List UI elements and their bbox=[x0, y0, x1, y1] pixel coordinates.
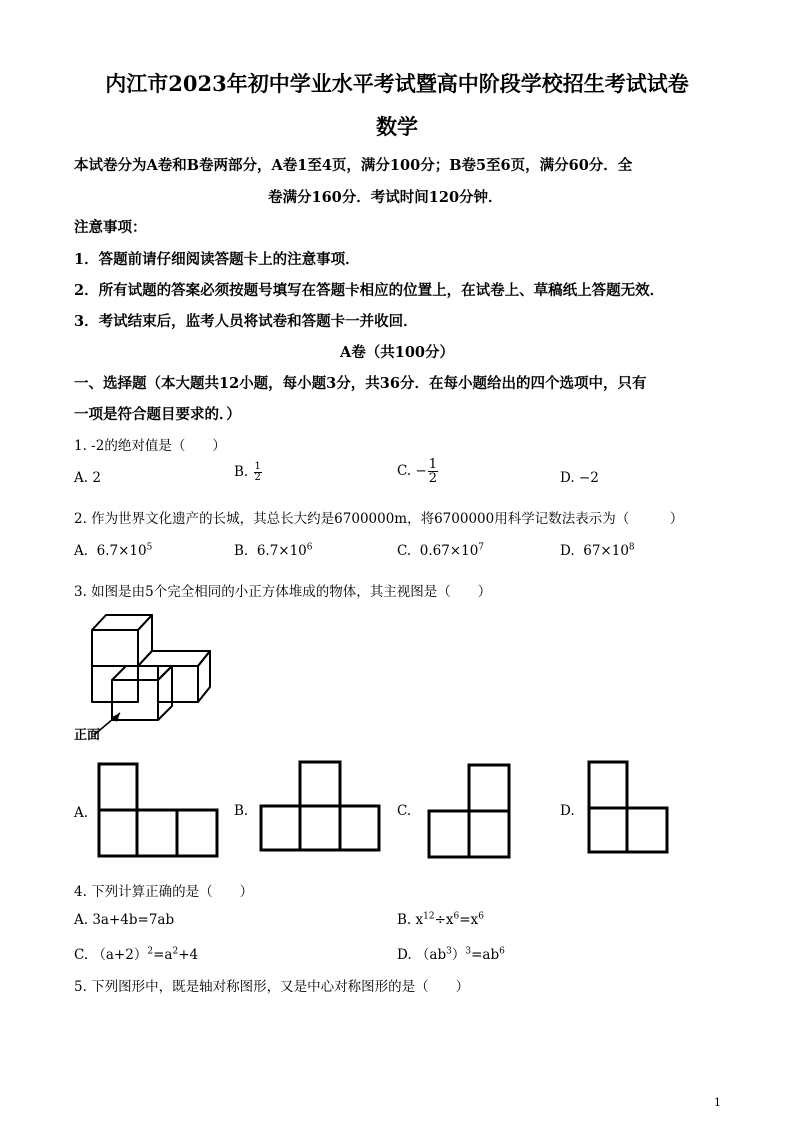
q4-option-b: B. $x^{12}\div x^6=x^6$ bbox=[397, 911, 484, 928]
q4-option-d: D. $(ab^3)^3=ab^6$ bbox=[397, 946, 505, 963]
notice-heading: 注意事项： bbox=[74, 219, 147, 236]
part1-line-1: 一、选择题（本大题共12小题，每小题3分，共36分．在每小题给出的四个选项中，只有 bbox=[74, 375, 647, 392]
notice-item-2: 2．所有试题的答案必须按题号填写在答题卡相应的位置上，在试卷上、草稿纸上答题无效． bbox=[74, 282, 665, 299]
q1-option-c: C. − $\frac{1}{2}$ bbox=[397, 457, 438, 486]
q3-option-a-figure bbox=[97, 762, 221, 858]
q3-option-c-figure bbox=[427, 763, 513, 861]
q4-stem: 4. 下列计算正确的是（ ） bbox=[74, 884, 254, 900]
q3-option-a-label: A. bbox=[74, 805, 89, 821]
section-a-heading: A卷（共100分） bbox=[339, 344, 455, 361]
notice-item-1: 1．答题前请仔细阅读答题卡上的注意事项． bbox=[74, 251, 360, 268]
q1-stem: 1. -2的绝对值是（ ） bbox=[74, 438, 226, 454]
q3-option-d-label: D. bbox=[560, 803, 575, 819]
q3-option-b-figure bbox=[259, 760, 383, 854]
q2-option-d: D. $67\times 10^8$ bbox=[560, 542, 635, 559]
q3-option-b-label: B. bbox=[234, 803, 249, 819]
q4-option-c: C. $(a+2)^2=a^2+4$ bbox=[74, 946, 199, 963]
q1-option-a: A. 2 bbox=[74, 470, 101, 486]
intro-line-1: 本试卷分为A卷和B卷两部分，A卷1至4页，满分100分；B卷5至6页，满分60分．全 bbox=[74, 157, 633, 174]
q4-option-a: A. 3a+4b=7ab bbox=[74, 912, 175, 928]
intro-line-2: 卷满分160分．考试时间120分钟． bbox=[268, 189, 503, 206]
q5-stem: 5. 下列图形中，既是轴对称图形，又是中心对称图形的是（ ） bbox=[74, 979, 470, 995]
q1-option-c-fraction: $\frac{1}{2}$ bbox=[428, 457, 438, 486]
q3-stem: 3. 如图是由5个完全相同的小正方体堆成的物体，其主视图是（ ） bbox=[74, 584, 492, 600]
q1-option-b bbox=[234, 462, 263, 483]
q2-option-a: A. $6.7\times 10^5$ bbox=[74, 542, 153, 559]
page-number: 1 bbox=[714, 1096, 721, 1109]
q2-option-b: B. $6.7\times 10^6$ bbox=[234, 542, 313, 559]
q2-stem: 2. 作为世界文化遗产的长城，其总长大约是6700000m，将6700000用科学记数法表示为（ ） bbox=[74, 511, 684, 527]
part1-line-2: 一项是符合题目要求的．） bbox=[74, 406, 241, 423]
q1-option-d: D. −2 bbox=[560, 470, 599, 486]
q1-option-b-fraction: $\frac{1}{2}$ bbox=[254, 461, 261, 483]
q1-option-b-label: B. bbox=[234, 464, 249, 480]
q2-option-c: C. $0.67\times 10^7$ bbox=[397, 542, 485, 559]
q3-option-d-figure bbox=[587, 760, 671, 856]
q3-option-c-label: C. bbox=[397, 803, 412, 819]
exam-title: 内江市2023年初中学业水平考试暨高中阶段学校招生考试试卷 bbox=[105, 71, 689, 96]
front-label: 正面 bbox=[74, 728, 101, 743]
q1-option-c-label: C. bbox=[397, 463, 412, 479]
notice-item-3: 3．考试结束后，监考人员将试卷和答题卡一并收回． bbox=[74, 313, 418, 330]
subject-title: 数学 bbox=[376, 114, 418, 139]
